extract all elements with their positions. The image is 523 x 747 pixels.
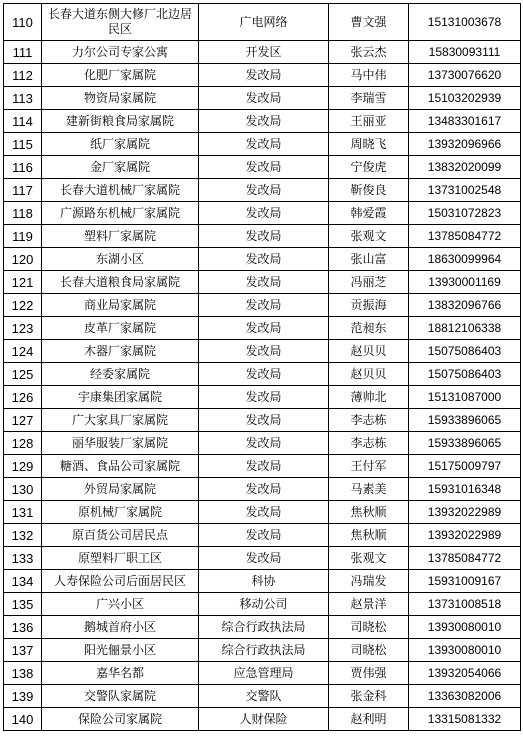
row-number-cell: 125 — [4, 363, 42, 386]
phone-number-cell: 13932022989 — [409, 501, 521, 524]
table-row — [4, 639, 521, 662]
phone-number-cell: 13363082006 — [409, 685, 521, 708]
residential-area-cell: 长春大道机械厂家属院 — [42, 179, 199, 202]
table-row — [4, 363, 521, 386]
responsible-unit-cell: 发改局 — [199, 133, 329, 156]
residential-area-cell: 塑料厂家属院 — [42, 225, 199, 248]
table-row — [4, 685, 521, 708]
contact-person-cell: 焦秋顺 — [329, 524, 409, 547]
phone-number-cell: 15075086403 — [409, 363, 521, 386]
residential-area-cell: 鹅城首府小区 — [42, 616, 199, 639]
table-body — [4, 4, 521, 731]
contact-person-cell: 贾伟强 — [329, 662, 409, 685]
table-row — [4, 662, 521, 685]
residential-area-cell: 经委家属院 — [42, 363, 199, 386]
residential-area-cell: 交警队家属院 — [42, 685, 199, 708]
row-number-cell: 131 — [4, 501, 42, 524]
row-number-cell: 113 — [4, 87, 42, 110]
responsible-unit-cell: 综合行政执法局 — [199, 616, 329, 639]
table-row — [4, 708, 521, 731]
responsible-unit-cell: 发改局 — [199, 455, 329, 478]
residential-area-cell: 长春大道东侧大修厂北边居民区 — [42, 4, 199, 41]
phone-number-cell: 13730076620 — [409, 64, 521, 87]
residential-area-cell: 丽华服装厂家属院 — [42, 432, 199, 455]
residential-area-cell: 建新街粮食局家属院 — [42, 110, 199, 133]
row-number-cell: 115 — [4, 133, 42, 156]
phone-number-cell: 13832096766 — [409, 294, 521, 317]
residential-area-cell: 商业局家属院 — [42, 294, 199, 317]
row-number-cell: 123 — [4, 317, 42, 340]
phone-number-cell: 13932022989 — [409, 524, 521, 547]
table-row — [4, 179, 521, 202]
phone-number-cell: 13930080010 — [409, 616, 521, 639]
table-row — [4, 386, 521, 409]
row-number-cell: 135 — [4, 593, 42, 616]
residential-area-cell: 木器厂家属院 — [42, 340, 199, 363]
responsible-unit-cell: 科协 — [199, 570, 329, 593]
contact-person-cell: 王丽亚 — [329, 110, 409, 133]
contact-person-cell: 周晓飞 — [329, 133, 409, 156]
row-number-cell: 133 — [4, 547, 42, 570]
residential-area-cell: 金厂家属院 — [42, 156, 199, 179]
table-row — [4, 225, 521, 248]
table-row — [4, 156, 521, 179]
phone-number-cell: 13930001169 — [409, 271, 521, 294]
contact-person-cell: 贡振海 — [329, 294, 409, 317]
responsible-unit-cell: 交警队 — [199, 685, 329, 708]
phone-number-cell: 13832020099 — [409, 156, 521, 179]
row-number-cell: 121 — [4, 271, 42, 294]
residential-area-cell: 外贸局家属院 — [42, 478, 199, 501]
phone-number-cell: 15175009797 — [409, 455, 521, 478]
table-row — [4, 248, 521, 271]
residential-area-cell: 化肥厂家属院 — [42, 64, 199, 87]
residential-area-cell: 原塑料厂职工区 — [42, 547, 199, 570]
row-number-cell: 126 — [4, 386, 42, 409]
phone-number-cell: 13731008518 — [409, 593, 521, 616]
contact-person-cell: 靳俊良 — [329, 179, 409, 202]
residential-area-cell: 物资局家属院 — [42, 87, 199, 110]
row-number-cell: 134 — [4, 570, 42, 593]
contact-person-cell: 曹文强 — [329, 4, 409, 41]
residential-area-cell: 阳光俪景小区 — [42, 639, 199, 662]
phone-number-cell: 18630099964 — [409, 248, 521, 271]
phone-number-cell: 15103202939 — [409, 87, 521, 110]
responsible-unit-cell: 发改局 — [199, 248, 329, 271]
row-number-cell: 128 — [4, 432, 42, 455]
phone-number-cell: 15931009167 — [409, 570, 521, 593]
contact-person-cell: 焦秋顺 — [329, 501, 409, 524]
responsible-unit-cell: 发改局 — [199, 363, 329, 386]
responsible-unit-cell: 发改局 — [199, 409, 329, 432]
contact-person-cell: 司晓松 — [329, 616, 409, 639]
table-row — [4, 455, 521, 478]
contact-person-cell: 马素美 — [329, 478, 409, 501]
residential-area-cell: 广大家具厂家属院 — [42, 409, 199, 432]
responsible-unit-cell: 发改局 — [199, 432, 329, 455]
row-number-cell: 119 — [4, 225, 42, 248]
phone-number-cell: 13932096966 — [409, 133, 521, 156]
table-row — [4, 547, 521, 570]
responsible-unit-cell: 发改局 — [199, 179, 329, 202]
phone-number-cell: 13785084772 — [409, 547, 521, 570]
responsible-unit-cell: 发改局 — [199, 340, 329, 363]
responsible-unit-cell: 应急管理局 — [199, 662, 329, 685]
row-number-cell: 129 — [4, 455, 42, 478]
contact-person-cell: 司晓松 — [329, 639, 409, 662]
row-number-cell: 138 — [4, 662, 42, 685]
table-row — [4, 570, 521, 593]
contact-person-cell: 王付军 — [329, 455, 409, 478]
contact-person-cell: 赵利明 — [329, 708, 409, 731]
residential-area-cell: 保险公司家属院 — [42, 708, 199, 731]
responsible-unit-cell: 广电网络 — [199, 4, 329, 41]
phone-number-cell: 15933896065 — [409, 409, 521, 432]
table-row — [4, 340, 521, 363]
residential-area-cell: 原百货公司居民点 — [42, 524, 199, 547]
contact-person-cell: 李瑞雪 — [329, 87, 409, 110]
row-number-cell: 114 — [4, 110, 42, 133]
table-row — [4, 41, 521, 64]
table-row — [4, 294, 521, 317]
residential-area-cell: 广源路东机械厂家属院 — [42, 202, 199, 225]
row-number-cell: 139 — [4, 685, 42, 708]
table-row — [4, 317, 521, 340]
row-number-cell: 127 — [4, 409, 42, 432]
residential-area-cell: 广兴小区 — [42, 593, 199, 616]
responsible-unit-cell: 发改局 — [199, 87, 329, 110]
responsible-unit-cell: 发改局 — [199, 202, 329, 225]
residential-area-cell: 东湖小区 — [42, 248, 199, 271]
phone-number-cell: 15933896065 — [409, 432, 521, 455]
residential-area-cell: 嘉华名都 — [42, 662, 199, 685]
residential-area-cell: 纸厂家属院 — [42, 133, 199, 156]
table-row — [4, 87, 521, 110]
responsible-unit-cell: 发改局 — [199, 524, 329, 547]
residential-area-cell: 宇康集团家属院 — [42, 386, 199, 409]
row-number-cell: 118 — [4, 202, 42, 225]
contact-person-cell: 张金科 — [329, 685, 409, 708]
responsible-unit-cell: 发改局 — [199, 110, 329, 133]
contact-person-cell: 张观文 — [329, 547, 409, 570]
table-row — [4, 501, 521, 524]
contact-person-cell: 薄帅北 — [329, 386, 409, 409]
responsible-unit-cell: 发改局 — [199, 478, 329, 501]
phone-number-cell: 18812106338 — [409, 317, 521, 340]
row-number-cell: 117 — [4, 179, 42, 202]
responsible-unit-cell: 发改局 — [199, 271, 329, 294]
row-number-cell: 124 — [4, 340, 42, 363]
table-row — [4, 432, 521, 455]
row-number-cell: 132 — [4, 524, 42, 547]
row-number-cell: 120 — [4, 248, 42, 271]
contact-person-cell: 宁俊虎 — [329, 156, 409, 179]
row-number-cell: 116 — [4, 156, 42, 179]
phone-number-cell: 13930080010 — [409, 639, 521, 662]
contact-person-cell: 赵景洋 — [329, 593, 409, 616]
phone-number-cell: 15131087000 — [409, 386, 521, 409]
responsible-unit-cell: 发改局 — [199, 501, 329, 524]
responsible-unit-cell: 发改局 — [199, 317, 329, 340]
phone-number-cell: 13315081332 — [409, 708, 521, 731]
table-row — [4, 409, 521, 432]
responsible-unit-cell: 发改局 — [199, 547, 329, 570]
row-number-cell: 111 — [4, 41, 42, 64]
contact-person-cell: 张山富 — [329, 248, 409, 271]
responsible-unit-cell: 移动公司 — [199, 593, 329, 616]
responsible-unit-cell: 发改局 — [199, 294, 329, 317]
contact-person-cell: 张云杰 — [329, 41, 409, 64]
residential-area-cell: 力尔公司专家公寓 — [42, 41, 199, 64]
responsible-unit-cell: 发改局 — [199, 64, 329, 87]
phone-number-cell: 15031072823 — [409, 202, 521, 225]
residential-area-cell: 人寿保险公司后面居民区 — [42, 570, 199, 593]
table-row — [4, 133, 521, 156]
table-row — [4, 593, 521, 616]
row-number-cell: 110 — [4, 4, 42, 41]
contact-person-cell: 冯丽芝 — [329, 271, 409, 294]
contact-person-cell: 赵贝贝 — [329, 363, 409, 386]
community-contact-table — [3, 3, 521, 731]
row-number-cell: 122 — [4, 294, 42, 317]
contact-person-cell: 李志栋 — [329, 409, 409, 432]
phone-number-cell: 15131003678 — [409, 4, 521, 41]
table-row — [4, 524, 521, 547]
row-number-cell: 137 — [4, 639, 42, 662]
row-number-cell: 130 — [4, 478, 42, 501]
contact-person-cell: 冯瑞发 — [329, 570, 409, 593]
contact-person-cell: 韩爱霞 — [329, 202, 409, 225]
phone-number-cell: 15830093111 — [409, 41, 521, 64]
phone-number-cell: 13731002548 — [409, 179, 521, 202]
residential-area-cell: 原机械厂家属院 — [42, 501, 199, 524]
responsible-unit-cell: 发改局 — [199, 156, 329, 179]
phone-number-cell: 13483301617 — [409, 110, 521, 133]
table-row — [4, 202, 521, 225]
responsible-unit-cell: 发改局 — [199, 225, 329, 248]
table-row — [4, 271, 521, 294]
table-row — [4, 110, 521, 133]
contact-person-cell: 赵贝贝 — [329, 340, 409, 363]
contact-person-cell: 范昶东 — [329, 317, 409, 340]
responsible-unit-cell: 人财保险 — [199, 708, 329, 731]
phone-number-cell: 15075086403 — [409, 340, 521, 363]
phone-number-cell: 13932054066 — [409, 662, 521, 685]
responsible-unit-cell: 发改局 — [199, 386, 329, 409]
row-number-cell: 140 — [4, 708, 42, 731]
contact-person-cell: 李志栋 — [329, 432, 409, 455]
contact-person-cell: 张观文 — [329, 225, 409, 248]
table-row — [4, 478, 521, 501]
table-row — [4, 4, 521, 41]
responsible-unit-cell: 开发区 — [199, 41, 329, 64]
residential-area-cell: 长春大道粮食局家属院 — [42, 271, 199, 294]
residential-area-cell: 糖酒、食品公司家属院 — [42, 455, 199, 478]
row-number-cell: 112 — [4, 64, 42, 87]
phone-number-cell: 13785084772 — [409, 225, 521, 248]
phone-number-cell: 15931016348 — [409, 478, 521, 501]
row-number-cell: 136 — [4, 616, 42, 639]
table-row — [4, 64, 521, 87]
responsible-unit-cell: 综合行政执法局 — [199, 639, 329, 662]
contact-person-cell: 马中伟 — [329, 64, 409, 87]
table-row — [4, 616, 521, 639]
residential-area-cell: 皮革厂家属院 — [42, 317, 199, 340]
